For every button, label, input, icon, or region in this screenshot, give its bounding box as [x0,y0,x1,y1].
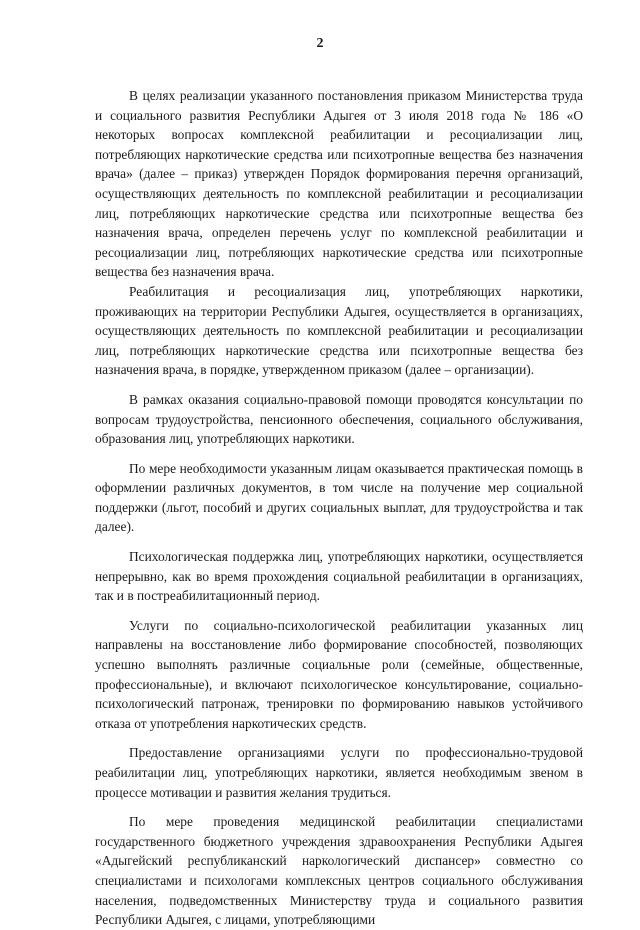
paragraph: Услуги по социально-психологической реабилитации указанных лиц направлены на восстановление либо формирование способностей, позволяющих успешно выполнять различные социальные роли (семейные, общественные, профессиональные), и включают психологическое консультирование, социально-психологический патронаж, тренировки по формированию навыков устойчивого отказа от употребления наркотических средств. [95,617,583,731]
paragraph: Реабилитация и ресоциализация лиц, употребляющих наркотики, проживающих на территории Республики Адыгея, осуществляется в организациях, осуществляющих деятельность по комплексной реабилитации и ресоциализации лиц, потребляющих наркотические средства или психотропные вещества без назначения врача, в порядке, утвержденном приказом (далее – организации). [95,283,583,378]
paragraph: По мере проведения медицинской реабилитации специалистами государственного бюджетного учреждения здравоохранения Республики Адыгея «Адыгейский республиканский наркологический диспансер» совместно со специалистами и психологами комплексных центров социального обслуживания населения, подведомственных Министерству труда и социального развития Республики Адыгея, с лицами, употребляющими [95,814,583,928]
paragraph: Предоставление организациями услуги по профессионально-трудовой реабилитации лиц, употребляющих наркотики, является необходимым звеном в процессе мотивации и развития желания трудиться. [95,745,583,800]
paragraph: По мере необходимости указанным лицам оказывается практическая помощь в оформлении различных документов, в том числе на получение мер социальной поддержки (льгот, пособий и других социальных выплат, для трудоустройства и так далее). [95,460,583,535]
document-body [95,86,583,930]
paragraph: В рамках оказания социально-правовой помощи проводятся консультации по вопросам трудоустройства, пенсионного обеспечения, социального обслуживания, образования лиц, употребляющих наркотики. [95,391,583,447]
paragraph: Психологическая поддержка лиц, употребляющих наркотики, осуществляется непрерывно, как во время прохождения социальной реабилитации в организациях, так и в постреабилитационный период. [95,549,583,604]
paragraph: В целях реализации указанного постановления приказом Министерства труда и социального развития Республики Адыгея от 3 июля 2018 года № 186 «О некоторых вопросах комплексной реабилитации и ресоциализации лиц, потребляющих наркотические средства или психотропные вещества без назначения врача» (далее – приказ) утвержден Порядок формирования перечня организаций, осуществляющих деятельность по комплексной реабилитации и ресоциализации лиц, потребляющих наркотические средства или психотропные вещества без назначения врача, определен перечень услуг по комплексной реабилитации и ресоциализации лиц, потребляющих наркотические средства или психотропные вещества без назначения врача. [95,88,583,280]
page-number: 2 [316,36,324,51]
